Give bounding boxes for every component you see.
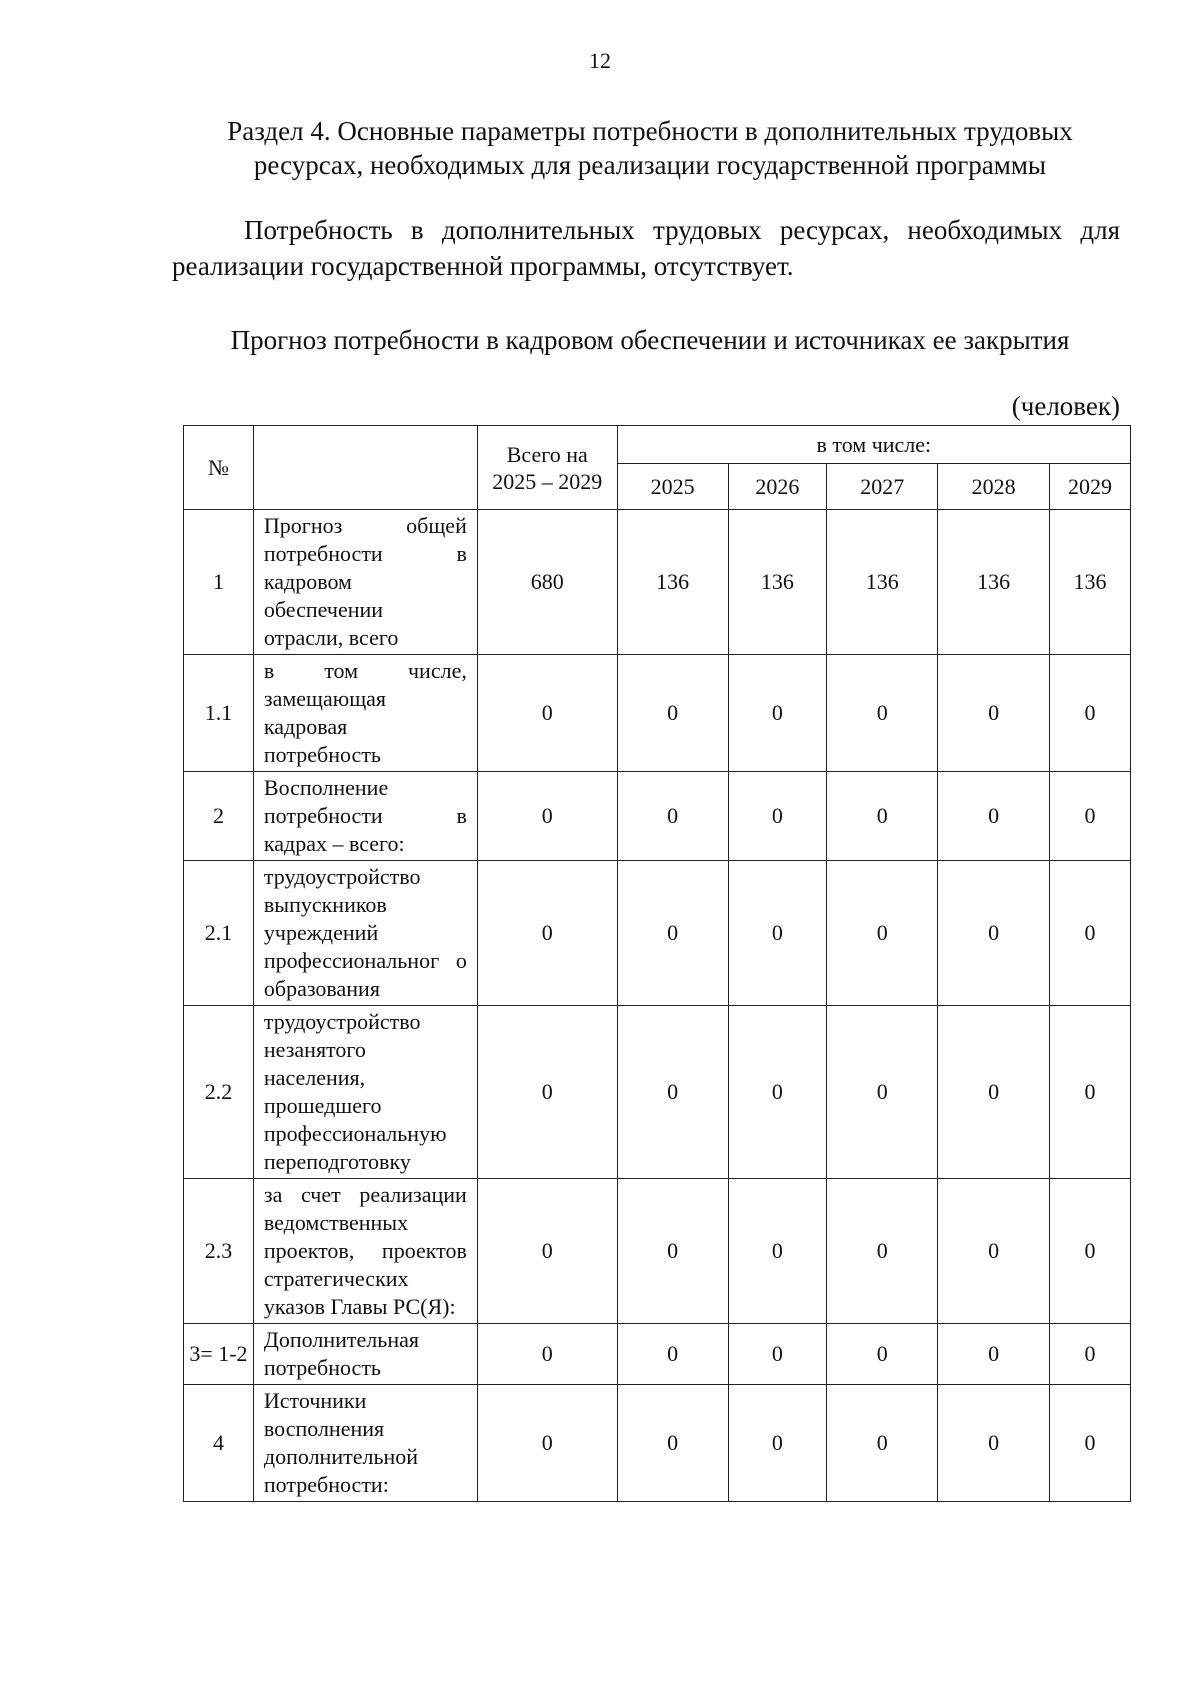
row-value-2029: 0	[1050, 861, 1131, 1006]
row-value-2026: 0	[728, 1385, 827, 1502]
row-number: 3= 1-2	[184, 1324, 254, 1385]
row-description: Прогноз общей потребности в кадровом обеспечении отрасли, всего	[253, 510, 477, 655]
row-value-2026: 0	[728, 1324, 827, 1385]
row-value-2029: 0	[1050, 1006, 1131, 1179]
header-number: №	[184, 426, 254, 510]
row-description: трудоустройство незанятого населения, прошедшего профессиональную переподготовку	[253, 1006, 477, 1179]
row-value-2026: 0	[728, 772, 827, 861]
row-value-2028: 0	[938, 861, 1050, 1006]
table-row	[184, 655, 1131, 772]
row-total: 0	[477, 772, 617, 861]
table-title: Прогноз потребности в кадровом обеспечении и источниках ее закрытия	[230, 325, 1070, 355]
row-value-2028: 0	[938, 1324, 1050, 1385]
row-value-2029: 0	[1050, 1324, 1131, 1385]
table-row	[184, 861, 1131, 1006]
row-value-2025: 0	[617, 861, 728, 1006]
row-description: за счет реализации ведомственных проектов, проектов стратегических указов Главы РС(Я):	[253, 1179, 477, 1324]
row-value-2029: 0	[1050, 655, 1131, 772]
row-total: 0	[477, 1006, 617, 1179]
table-body	[184, 510, 1131, 1502]
row-description: в том числе, замещающая кадровая потребность	[253, 655, 477, 772]
row-value-2028: 0	[938, 655, 1050, 772]
staffing-forecast-table	[183, 425, 1131, 1502]
row-value-2025: 0	[617, 1385, 728, 1502]
body-paragraph: Потребность в дополнительных трудовых ресурсах, необходимых для реализации государственной программы, отсутствует.	[172, 215, 1120, 281]
row-value-2025: 0	[617, 1006, 728, 1179]
header-including: в том числе:	[617, 426, 1130, 464]
row-total: 0	[477, 1179, 617, 1324]
header-year: 2027	[827, 464, 938, 510]
row-value-2027: 0	[827, 655, 938, 772]
row-value-2027: 0	[827, 861, 938, 1006]
section-title-line-1: Раздел 4. Основные параметры потребности в дополнительных трудовых	[227, 116, 1073, 146]
header-year: 2029	[1050, 464, 1131, 510]
row-value-2025: 0	[617, 655, 728, 772]
row-value-2027: 0	[827, 1324, 938, 1385]
header-year: 2025	[617, 464, 728, 510]
row-value-2028: 0	[938, 772, 1050, 861]
units-label: (человек)	[1011, 391, 1120, 421]
row-number: 2.3	[184, 1179, 254, 1324]
row-value-2029: 0	[1050, 772, 1131, 861]
header-total: Всего на 2025 – 2029	[477, 426, 617, 510]
row-total: 0	[477, 861, 617, 1006]
table-row	[184, 1006, 1131, 1179]
row-value-2026: 0	[728, 1179, 827, 1324]
table-row	[184, 1324, 1131, 1385]
row-description: Дополнительная потребность	[253, 1324, 477, 1385]
row-value-2027: 0	[827, 772, 938, 861]
row-value-2026: 136	[728, 510, 827, 655]
row-number: 1	[184, 510, 254, 655]
row-value-2029: 0	[1050, 1179, 1131, 1324]
table-row	[184, 510, 1131, 655]
table-row	[184, 772, 1131, 861]
row-number: 2	[184, 772, 254, 861]
row-description: Источники восполнения дополнительной потребности:	[253, 1385, 477, 1502]
row-total: 0	[477, 1324, 617, 1385]
row-value-2025: 0	[617, 1324, 728, 1385]
row-value-2028: 0	[938, 1385, 1050, 1502]
row-value-2027: 0	[827, 1006, 938, 1179]
row-number: 1.1	[184, 655, 254, 772]
row-value-2027: 0	[827, 1179, 938, 1324]
row-value-2026: 0	[728, 655, 827, 772]
row-value-2029: 136	[1050, 510, 1131, 655]
row-description: трудоустройство выпускников учреждений профессиональног о образования	[253, 861, 477, 1006]
row-number: 2.2	[184, 1006, 254, 1179]
row-number: 2.1	[184, 861, 254, 1006]
row-value-2025: 0	[617, 772, 728, 861]
row-value-2027: 136	[827, 510, 938, 655]
row-value-2026: 0	[728, 861, 827, 1006]
row-value-2025: 136	[617, 510, 728, 655]
row-value-2028: 0	[938, 1179, 1050, 1324]
row-value-2028: 136	[938, 510, 1050, 655]
page-number: 12	[589, 48, 611, 73]
header-year: 2028	[938, 464, 1050, 510]
row-value-2028: 0	[938, 1006, 1050, 1179]
row-value-2025: 0	[617, 1179, 728, 1324]
row-total: 680	[477, 510, 617, 655]
row-total: 0	[477, 655, 617, 772]
row-value-2029: 0	[1050, 1385, 1131, 1502]
table-row	[184, 1179, 1131, 1324]
header-year: 2026	[728, 464, 827, 510]
row-number: 4	[184, 1385, 254, 1502]
row-total: 0	[477, 1385, 617, 1502]
section-title-line-2: ресурсах, необходимых для реализации государственной программы	[253, 150, 1047, 180]
row-value-2027: 0	[827, 1385, 938, 1502]
row-value-2026: 0	[728, 1006, 827, 1179]
row-description: Восполнение потребности в кадрах – всего:	[253, 772, 477, 861]
section-title	[180, 114, 1120, 182]
table-row	[184, 1385, 1131, 1502]
header-description	[253, 426, 477, 510]
